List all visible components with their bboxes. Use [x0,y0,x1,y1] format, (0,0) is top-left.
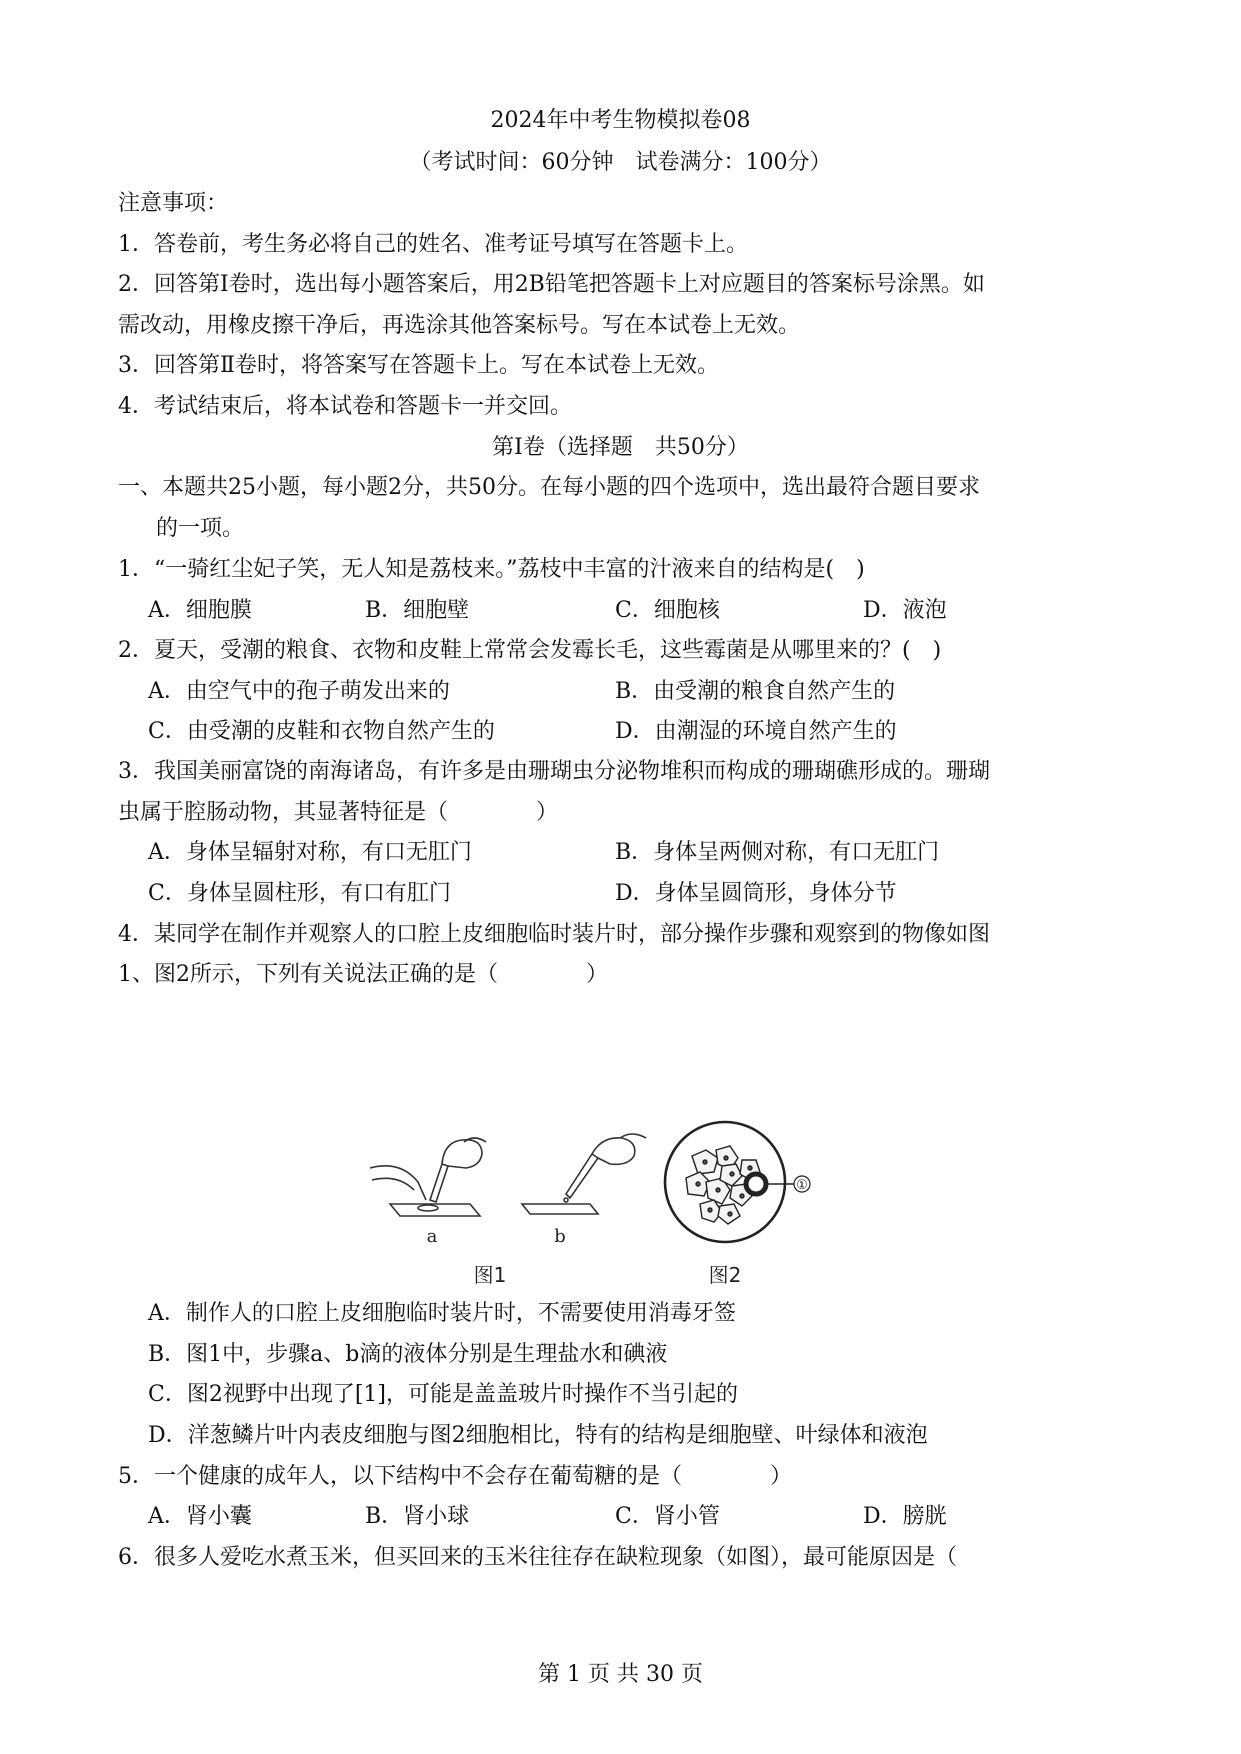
question-4-stem-cont: 1、图2所示，下列有关说法正确的是（ ） [118,962,608,987]
figure-1b-label: b [554,1226,566,1247]
notice-item-2: 2．回答第Ⅰ卷时，选出每小题答案后，用2B铅笔把答题卡上对应题目的答案标号涂黑。如 [118,272,985,297]
notice-item-2-cont: 需改动，用橡皮擦干净后，再选涂其他答案标号。写在本试卷上无效。 [118,313,801,338]
figure-1a-label: a [426,1226,438,1247]
question-4-option-b: B．图1中，步骤a、b滴的液体分别是生理盐水和碘液 [148,1342,668,1367]
section-intro: 一、本题共25小题，每小题2分，共50分。在每小题的四个选项中，选出最符合题目要求 [118,475,980,500]
question-6-stem: 6．很多人爱吃水煮玉米，但买回来的玉米往往存在缺粒现象（如图），最可能原因是（ [118,1545,957,1570]
page-subtitle: （考试时间：60分钟 试卷满分：100分） [409,150,832,175]
notice-heading: 注意事项： [118,191,229,216]
figure-1-caption: 图1 [473,1263,507,1287]
question-2-option-d: D．由潮湿的环境自然产生的 [615,719,897,744]
question-2-option-a: A．由空气中的孢子萌发出来的 [148,679,450,704]
page-footer: 第 1 页 共 30 页 [538,1662,703,1687]
figure-2-caption: 图2 [708,1263,742,1287]
figure-1a-slide-illustration [370,1138,486,1216]
question-1-stem: 1．“一骑红尘妃子笑，无人知是荔枝来。”荔枝中丰富的汁液来自的结构是( ) [118,557,865,582]
question-4-option-a: A．制作人的口腔上皮细胞临时装片时，不需要使用消毒牙签 [148,1301,736,1326]
question-1-option-b: B．细胞壁 [365,598,470,623]
figure-1b-dropper-illustration [522,1134,646,1214]
section-intro-cont: 的一项。 [156,516,245,541]
question-2-option-b: B．由受潮的粮食自然产生的 [615,679,896,704]
question-5-option-b: B．肾小球 [365,1504,470,1529]
question-1-option-d: D．液泡 [863,598,947,623]
question-2-option-c: C．由受潮的皮鞋和衣物自然产生的 [148,719,495,744]
question-4-option-c: C．图2视野中出现了[1]，可能是盖盖玻片时操作不当引起的 [148,1382,738,1407]
question-5-option-c: C．肾小管 [615,1504,720,1529]
question-3-stem: 3．我国美丽富饶的南海诸岛，有许多是由珊瑚虫分泌物堆积而构成的珊瑚礁形成的。珊瑚 [118,759,991,784]
question-5-stem: 5．一个健康的成年人，以下结构中不会存在葡萄糖的是（ ） [118,1464,792,1489]
question-5-option-d: D．膀胱 [863,1504,947,1529]
figure-marker-1: ① [796,1178,808,1193]
question-3-option-d: D．身体呈圆筒形，身体分节 [615,881,897,906]
page-title: 2024年中考生物模拟卷08 [490,108,751,133]
notice-item-3: 3．回答第Ⅱ卷时，将答案写在答题卡上。写在本试卷上无效。 [118,353,719,378]
question-3-option-b: B．身体呈两侧对称，有口无肛门 [615,840,940,865]
question-1-option-a: A．细胞膜 [148,598,252,623]
question-3-stem-cont: 虫属于腔肠动物，其显著特征是（ ） [118,800,559,825]
question-3-option-c: C．身体呈圆柱形，有口有肛门 [148,881,451,906]
question-3-option-a: A．身体呈辐射对称，有口无肛门 [148,840,472,865]
question-4-option-d: D．洋葱鳞片叶内表皮细胞与图2细胞相比，特有的结构是细胞壁、叶绿体和液泡 [148,1423,928,1448]
figure-2-microscope-view [665,1122,810,1242]
section-title: 第Ⅰ卷（选择题 共50分） [492,435,749,460]
question-2-stem: 2．夏天，受潮的粮食、衣物和皮鞋上常常会发霉长毛，这些霉菌是从哪里来的？( ) [118,638,942,663]
notice-item-1: 1．答卷前，考生务必将自己的姓名、准考证号填写在答题卡上。 [118,232,748,257]
question-4-stem: 4．某同学在制作并观察人的口腔上皮细胞临时装片时，部分操作步骤和观察到的物像如图 [118,922,991,947]
question-4-figure [370,1120,870,1292]
notice-item-4: 4．考试结束后，将本试卷和答题卡一并交回。 [118,394,572,419]
question-1-option-c: C．细胞核 [615,598,720,623]
question-5-option-a: A．肾小囊 [148,1504,252,1529]
